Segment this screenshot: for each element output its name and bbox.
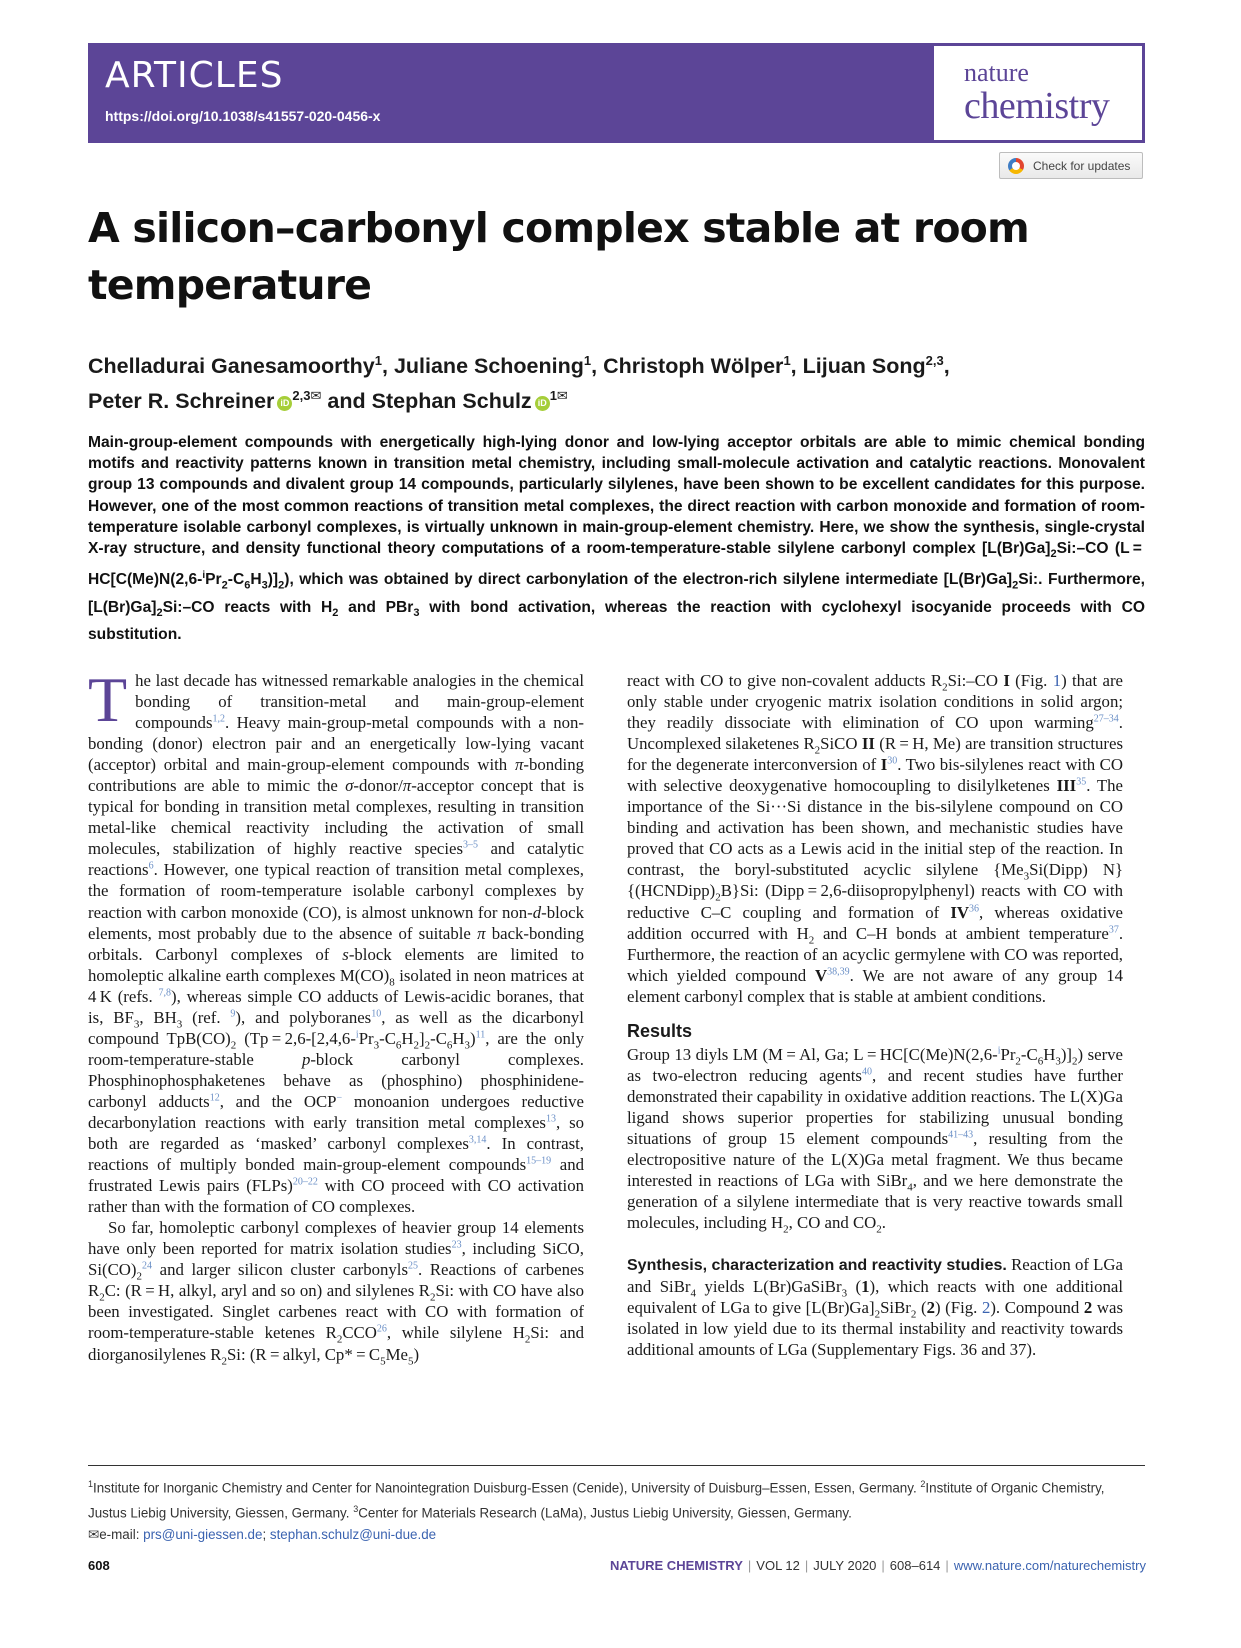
body-column-left [88, 664, 584, 1367]
author-affiliation: 1 [374, 353, 382, 368]
footer-journal: NATURE CHEMISTRY [610, 1558, 743, 1573]
author-affiliation: 2,3 [292, 388, 311, 404]
author-affiliation: 1 [583, 353, 592, 368]
author-name[interactable]: Chelladurai Ganesamoorthy [88, 354, 375, 379]
email-link[interactable]: prs@uni-giessen.de [143, 1526, 263, 1542]
reference-link[interactable]: 26 [376, 1323, 387, 1335]
footer-journal-url[interactable]: www.nature.com/naturechemistry [953, 1558, 1146, 1573]
section-label: ARTICLES [105, 55, 284, 96]
reference-link[interactable]: 12 [209, 1092, 220, 1104]
header-banner [88, 43, 1145, 143]
footnote-divider [88, 1465, 1145, 1466]
reference-link[interactable]: 13 [545, 1113, 556, 1125]
reference-link[interactable]: 35 [1076, 776, 1087, 788]
mail-icon: ✉ [88, 1526, 100, 1542]
reference-link[interactable]: 30 [887, 755, 898, 767]
reference-link[interactable]: 1,2 [212, 713, 225, 725]
paragraph-gap [627, 1233, 1123, 1254]
reference-link[interactable]: 40 [861, 1066, 872, 1078]
check-for-updates-button[interactable] [999, 152, 1143, 179]
reference-link[interactable]: 25 [408, 1260, 418, 1272]
journal-logo-nature: nature [964, 58, 1029, 87]
author-name[interactable]: Christoph Wölper [603, 354, 784, 379]
reference-link[interactable]: 24 [141, 1260, 152, 1272]
section-heading-results: Results [627, 1020, 693, 1041]
reference-link[interactable]: 20–22 [292, 1176, 318, 1188]
body-paragraph: react with CO to give non-covalent adducts $R_2Si:-CO$ I (Fig. 1) that are only stable under cryogenic matrix isolation conditions in solid argon; they readily dissociate with elimination of CO upon warming$^{27-34}$. Uncomplexed silaketenes $R_2SiCO$ II (R = H, Me) are transition structures for the degenerate interconversion of $I^{30}$. Two bis-silylenes react with CO with selective deoxygenative homocoupling to disilylketenes III$^{35}$. The importance of the Si···Si distance in the bis-silylene compound on CO binding and activation has been shown, and mechanistic studies have proved that CO acts as a Lewis acid in the initial step of the reaction. In contrast, the boryl-substituted acyclic silylene {$Me_3Si(Dipp)$ $N\}\{(HCNDipp)_2B\}Si$: (Dipp = 2,6-diisopropylphenyl) reacts with CO with reductive C–C coupling and formation of IV$^{36}$, whereas oxidative addition occurred with $H_2$ and C–H bonds at ambient temperature$^{37}$. Furthermore, the reaction of an acyclic germylene with CO was reported, which yielded compound V$^{38,39}$. We are not aware of any group 14 element carbonyl complex that is stable at ambient conditions. [627, 671, 1124, 1006]
abstract: Main-group-element compounds with energetically high-lying donor and low-lying acceptor orbitals are able to mimic chemical bonding motifs and reactivity patterns known in transition metal chemistry, including small-molecule activation and catalytic reactions. Monovalent group 13 compounds and divalent group 14 compounds, particularly silylenes, have been shown to be excellent candidates for this purpose. However, one of the most common reactions of transition metal complexes, the direct reaction with carbon monoxide and formation of room-temperature isolable carbonyl complexes, is virtually unknown in main-group-element chemistry. Here, we show the synthesis, single-crystal X-ray structure, and density functional theory computations of a room-temperature-stable silylene carbonyl complex $[L(Br)Ga]_2Si:-CO$ $(L = HC[C(Me)N(2,6-^iPr_2-C_6H_3)]_2)$, which was obtained by direct carbonylation of the electron-rich silylene intermediate $[L(Br)Ga]_2Si$:. Furthermore, $[L(Br)Ga]_2Si:-CO$ reacts with $H_2$ and PBr$_3$ with bond activation, whereas the reaction with cyclohexyl isocyanide proceeds with CO substitution. [88, 434, 1146, 644]
body-column-right [627, 670, 1123, 1360]
figure-link[interactable]: 2 [981, 1298, 991, 1318]
author-name[interactable]: Juliane Schoening [393, 354, 584, 379]
author-list: Chelladurai Ganesamoorthy$^1$, Juliane Schoening$^1$, Christoph Wölper$^1$, Lijuan Song$^{2,3}$, Peter R. Schreiner $iD^{2,3✉}$ and Stephan Schulz $iD^{1✉}$ [88, 353, 950, 414]
body-paragraph: The last decade has witnessed remarkable analogies in the chemical bonding of transition-metal and main-group-element compounds$^{1,2}$. Heavy main-group-metal compounds with a non-bonding (donor) electron pair and an energetically low-lying vacant (acceptor) orbital and main-group-element compounds with π-bonding contributions are able to mimic the σ-donor/π-acceptor concept that is typical for bonding in transition metal complexes, resulting in transition metal-like chemical reactivity including the activation of small molecules, stabilization of highly reactive species$^{3-5}$ and catalytic reactions$^6$. However, one typical reaction of transition metal complexes, the formation of room-temperature isolable carbonyl complexes by reaction with carbon monoxide (CO), is almost unknown for non-d-block elements, most probably due to the absence of suitable π back-bonding orbitals. Carbonyl complexes of s-block elements are limited to homoleptic alkaline earth complexes $M(CO)_8$ isolated in neon matrices at 4 K (refs. $^{7,8}$), whereas simple CO adducts of Lewis-acidic boranes, that is, $BF_3$, $BH_3$ (ref. $^9$), and polyboranes$^{10}$, as well as the dicarbonyl compound $TpB(CO)_2$ $(Tp = 2,6-[2,4,6-^iPr_3-C_6H_2]_2-C_6H_3)^{11}$, are the only room-temperature-stable p-block carbonyl complexes. Phosphinophosphaketenes behave as (phosphino) phosphinidene-carbonyl adducts$^{12}$, and the OCP− monoanion undergoes reductive decarbonylation reactions with early transition metal complexes$^{13}$, so both are regarded as ‘masked’ carbonyl complexes$^{3,14}$. In contrast, reactions of multiply bonded main-group-element compounds$^{15-19}$ and frustrated Lewis pairs (FLPs)$^{20-22}$ with CO proceed with CO activation rather than with the formation of CO complexes. [88, 664, 584, 1217]
body-paragraph: Synthesis, characterization and reactivity studies. Reaction of LGa and SiBr$_4$ yields L(Br)GaSiBr$_3$ (1), which reacts with one additional equivalent of LGa to give $[L(Br)Ga]_2SiBr_2$ (2) (Fig. 2). Compound 2 was isolated in low yield due to its thermal instability and reactivity towards additional amounts of LGa (Supplementary Figs. 36 and 37). [627, 1255, 1123, 1360]
journal-footer: NATURE CHEMISTRY | VOL 12 | JULY 2020 | 608–614 | www.nature.com/naturechemistry [610, 1558, 1146, 1573]
reference-link[interactable]: 9 [230, 1008, 236, 1020]
crossmark-icon [1008, 158, 1024, 174]
author-affiliation: 2,3 [925, 353, 944, 368]
author-affiliation: 1 [783, 353, 791, 368]
reference-link[interactable]: 3–5 [463, 839, 478, 851]
footer-pages: 608–614 [889, 1558, 941, 1573]
footer-date: JULY 2020 [813, 1558, 877, 1573]
reference-link[interactable]: 27–34 [1093, 713, 1119, 725]
journal-logo[interactable] [934, 46, 1142, 140]
reference-link[interactable]: 7,8 [158, 987, 171, 999]
reference-link[interactable]: 11 [475, 1029, 486, 1041]
mail-icon[interactable]: ✉ [310, 388, 322, 404]
run-in-heading: Synthesis, characterization and reactivity studies. [627, 1257, 1007, 1275]
reference-link[interactable]: 38,39 [827, 966, 850, 978]
author-joiner: and [327, 389, 366, 414]
body-paragraph: Group 13 diyls LM (M = Al, Ga; $L = HC[C(Me)N(2,6-^iPr_2-C_6H_3)]_2$) serve as two-electron reducing agents$^{40}$, and recent studies have further demonstrated their capability in oxidative addition reactions. The L(X)Ga ligand shows superior properties for stabilizing unusual bonding situations of group 15 element compounds$^{41-43}$, resulting from the electropositive nature of the L(X)Ga metal fragment. We thus became interested in reactions of LGa with SiBr$_4$, and we here demonstrate the generation of a silylene intermediate that is very reactive towards small molecules, including $H_2$, CO and $CO_2$. [627, 1044, 1124, 1236]
reference-link[interactable]: 3,14 [468, 1134, 487, 1146]
doi-link[interactable]: https://doi.org/10.1038/s41557-020-0456-x [105, 108, 381, 124]
drop-cap: T [88, 664, 128, 735]
affiliations-footnote: $^1$Institute for Inorganic Chemistry and Center for Nanointegration Duisburg-Essen (Cenide), University of Duisburg–Essen, Essen, Germany. $^2$Institute of Organic Chemistry, Justus Liebig University, Giessen, Germany. $^3$Center for Materials Research (LaMa), Justus Liebig University, Giessen, Germany. ✉e-mail: prs@uni-giessen.de; stephan.schulz@uni-due.de [88, 1479, 1105, 1542]
reference-link[interactable]: 6 [148, 860, 154, 872]
check-for-updates-label: Check for updates [1033, 158, 1131, 173]
mail-icon[interactable]: ✉ [556, 388, 568, 404]
reference-link[interactable]: 15–19 [526, 1155, 552, 1167]
email-link[interactable]: stephan.schulz@uni-due.de [269, 1526, 437, 1542]
reference-link[interactable]: 10 [371, 1008, 382, 1020]
reference-link[interactable]: 23 [451, 1239, 462, 1251]
reference-link[interactable]: 41–43 [948, 1129, 974, 1141]
author-name[interactable]: Lijuan Song [802, 354, 926, 379]
orcid-icon[interactable]: iD [277, 396, 292, 411]
figure-link[interactable]: 1 [1052, 671, 1062, 690]
footer-volume: VOL 12 [756, 1558, 800, 1573]
article-title: A silicon–carbonyl complex stable at room temperature [88, 204, 1029, 309]
body-paragraph: So far, homoleptic carbonyl complexes of heavier group 14 elements have only been reported for matrix isolation studies$^{23}$, including SiCO, $Si(CO)_2^{24}$ and larger silicon cluster carbonyls$^{25}$. Reactions of carbenes $R_2C$: (R = H, alkyl, aryl and so on) and silylenes $R_2Si$: with CO have also been investigated. Singlet carbenes react with CO with formation of room-temperature-stable ketenes $R_2CCO^{26}$, while silylene $H_2Si$: and diorganosilylenes $R_2Si$: (R = alkyl, $Cp* = C_5Me_5$) [88, 1218, 584, 1367]
author-name[interactable]: Stephan Schulz [371, 389, 532, 414]
reference-link[interactable]: 36 [969, 902, 980, 914]
journal-logo-chemistry: chemistry [964, 85, 1110, 127]
page-number: 608 [88, 1558, 110, 1573]
author-name[interactable]: Peter R. Schreiner [88, 389, 275, 414]
orcid-icon[interactable]: iD [535, 396, 550, 411]
author-affiliation: 1 [549, 388, 557, 404]
reference-link[interactable]: 37 [1108, 923, 1119, 935]
